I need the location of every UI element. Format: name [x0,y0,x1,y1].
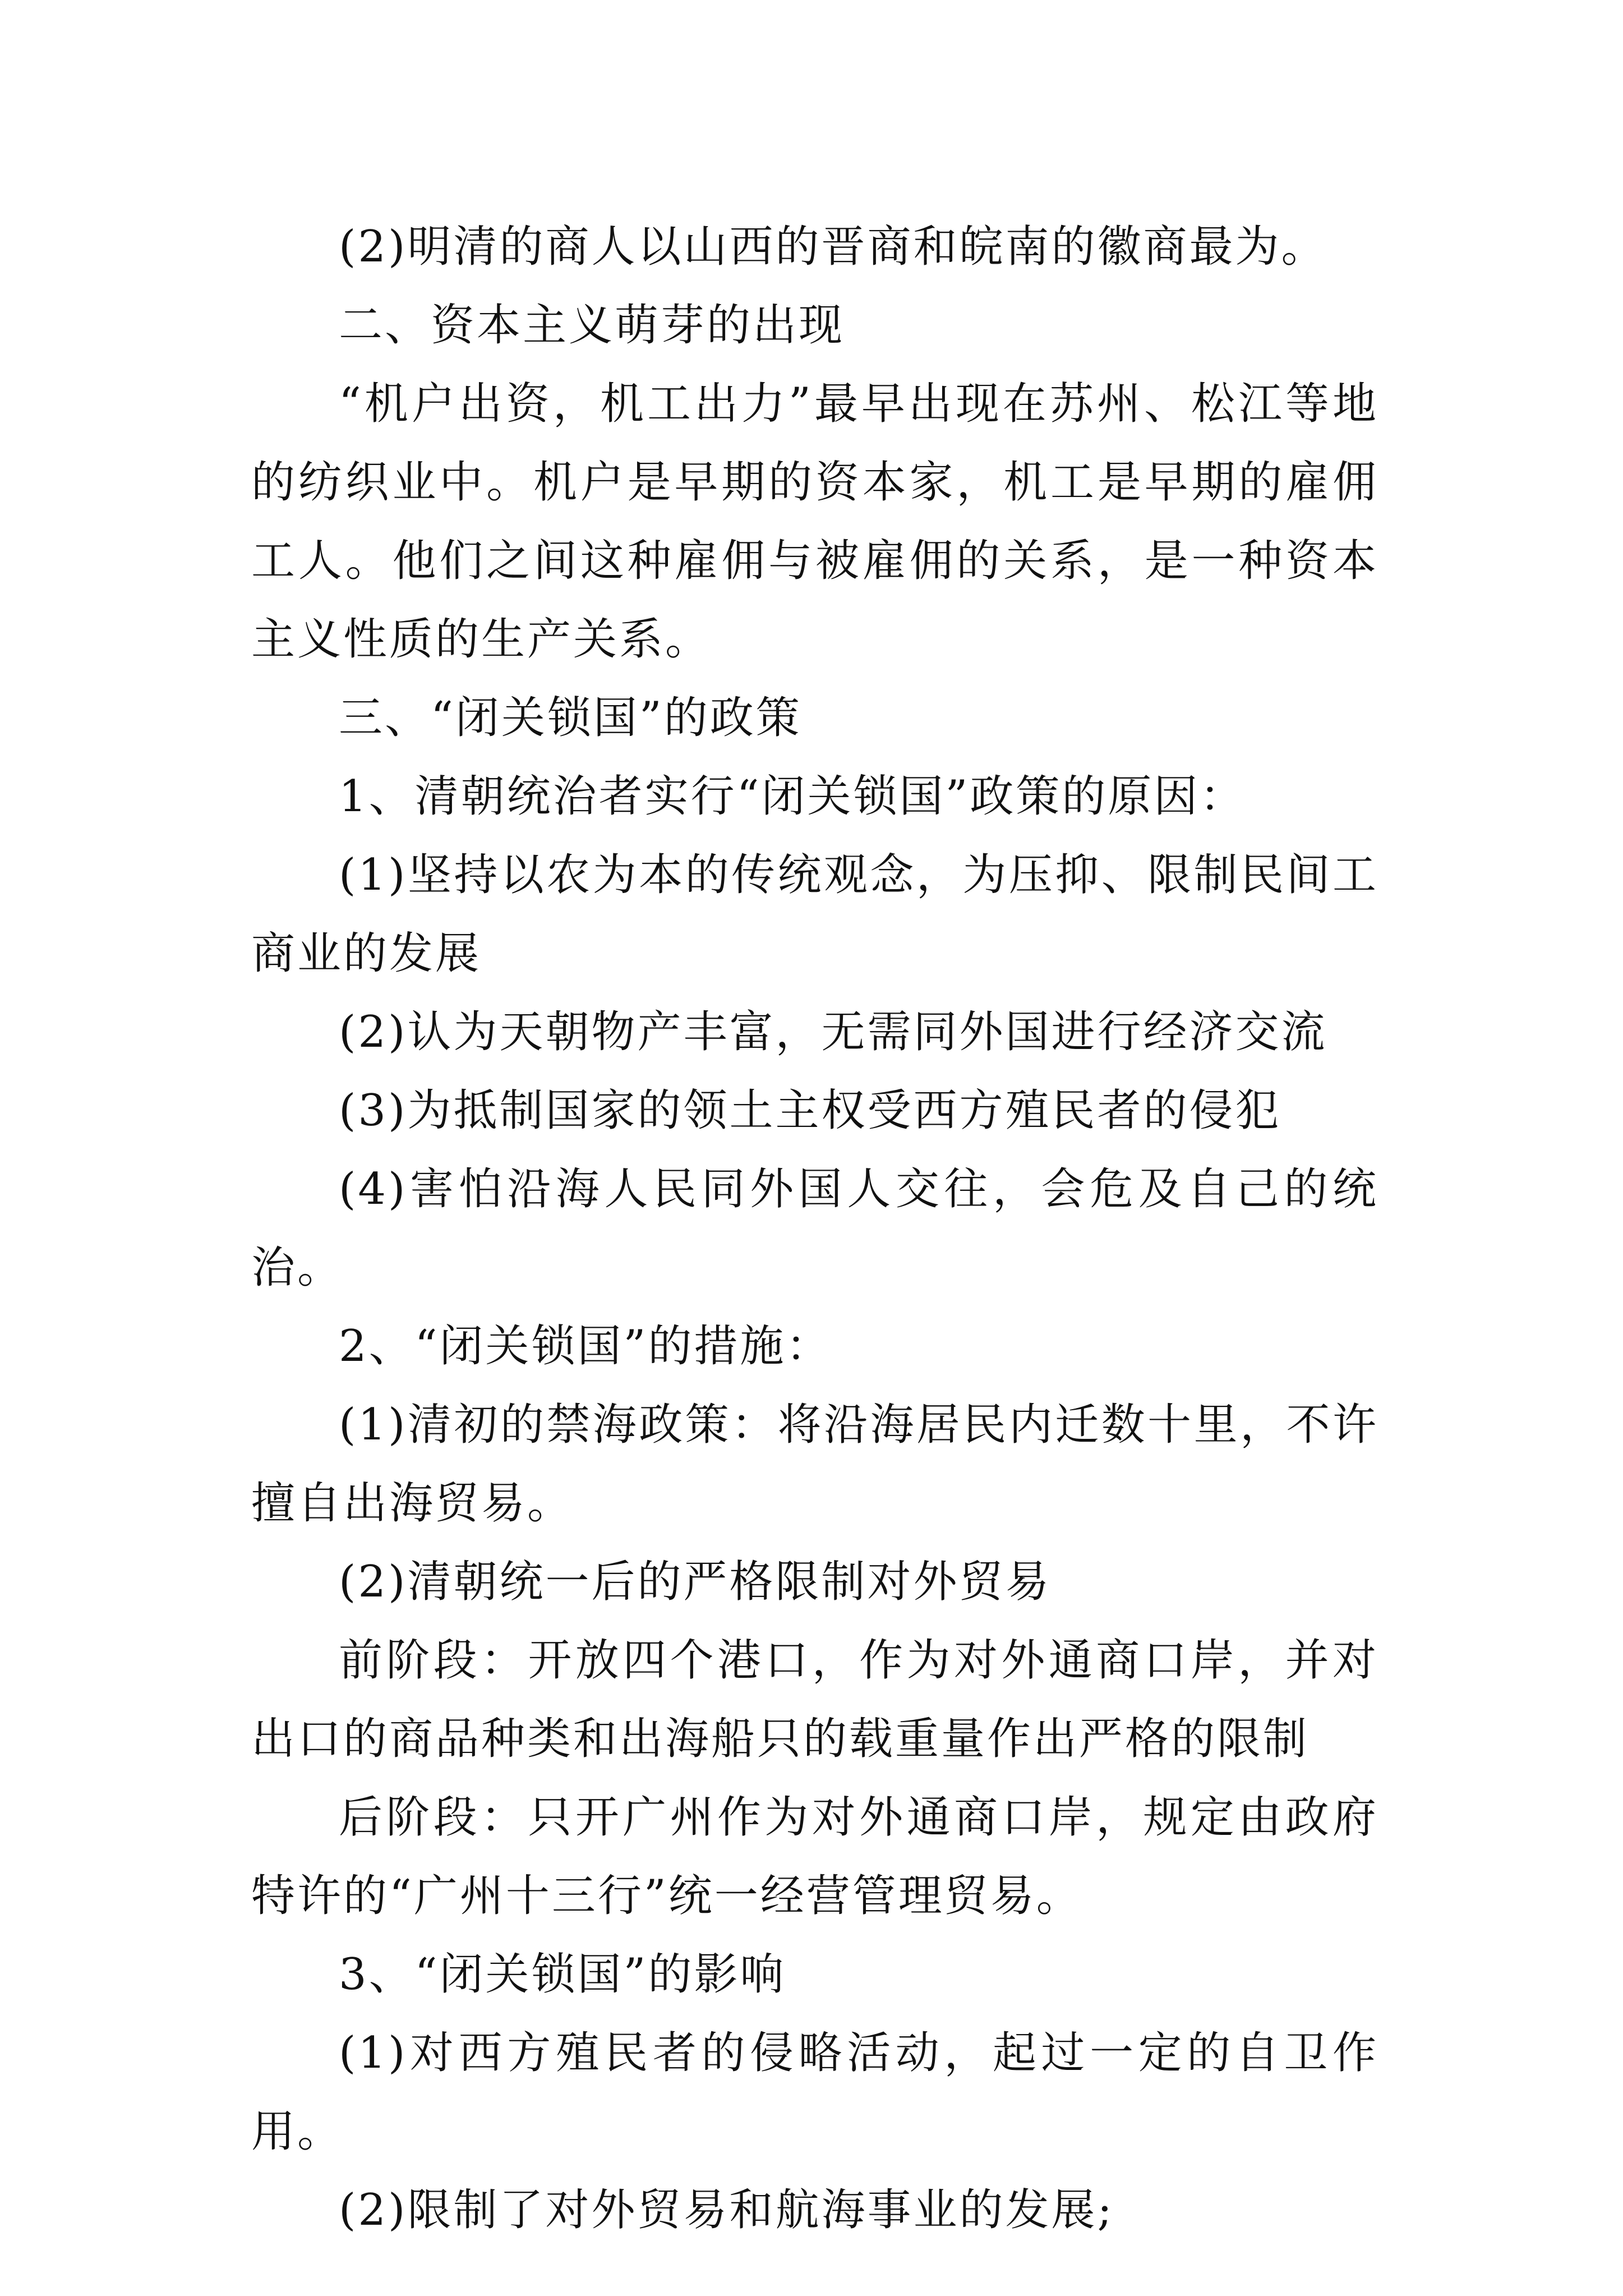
paragraph-impact-2: (2)限制了对外贸易和航海事业的发展; [339,2185,1114,2235]
subheading-policy-measures: 2、“闭关锁国”的措施： [339,1321,832,1372]
paragraph-measure-2: (2)清朝统一后的严格限制对外贸易 [339,1557,1052,1607]
heading-closed-door-policy: 三、“闭关锁国”的政策 [339,693,802,743]
document-body [251,208,1378,2249]
paragraph-jihu-jigong: “机户出资，机工出力”最早出现在苏州、松江等地的纺织业中。机户是早期的资本家，机工是早期的雇佣工人。他们之间这种雇佣与被雇佣的关系，是一种资本主义性质的生产关系。 [251,379,1378,665]
subheading-policy-impact: 3、“闭关锁国”的影响 [339,1949,786,2000]
paragraph-reason-2: (2)认为天朝物产丰富，无需同外国进行经济交流 [339,1007,1327,1057]
heading-capitalism-sprouts: 二、资本主义萌芽的出现 [339,300,845,351]
paragraph-impact-1: (1)对西方殖民者的侵略活动，起过一定的自卫作用。 [251,2028,1378,2157]
paragraph-early-stage: 前阶段：开放四个港口，作为对外通商口岸，并对出口的商品种类和出海船只的载重量作出严格的限制 [251,1635,1378,1764]
paragraph-reason-4: (4)害怕沿海人民同外国人交往，会危及自己的统治。 [251,1164,1378,1293]
paragraph-measure-1: (1)清初的禁海政策：将沿海居民内迁数十里，不许擅自出海贸易。 [251,1400,1378,1529]
paragraph-reason-1: (1)坚持以农为本的传统观念，为压抑、限制民间工商业的发展 [251,850,1378,979]
paragraph-late-stage: 后阶段：只开广州作为对外通商口岸，规定由政府特许的“广州十三行”统一经营管理贸易。 [251,1792,1378,1921]
subheading-policy-reasons: 1、清朝统治者实行“闭关锁国”政策的原因： [339,771,1246,822]
paragraph-reason-3: (3)为抵制国家的领土主权受西方殖民者的侵犯 [339,1085,1281,1136]
paragraph-merchants: (2)明清的商人以山西的晋商和皖南的徽商最为。 [339,222,1327,272]
